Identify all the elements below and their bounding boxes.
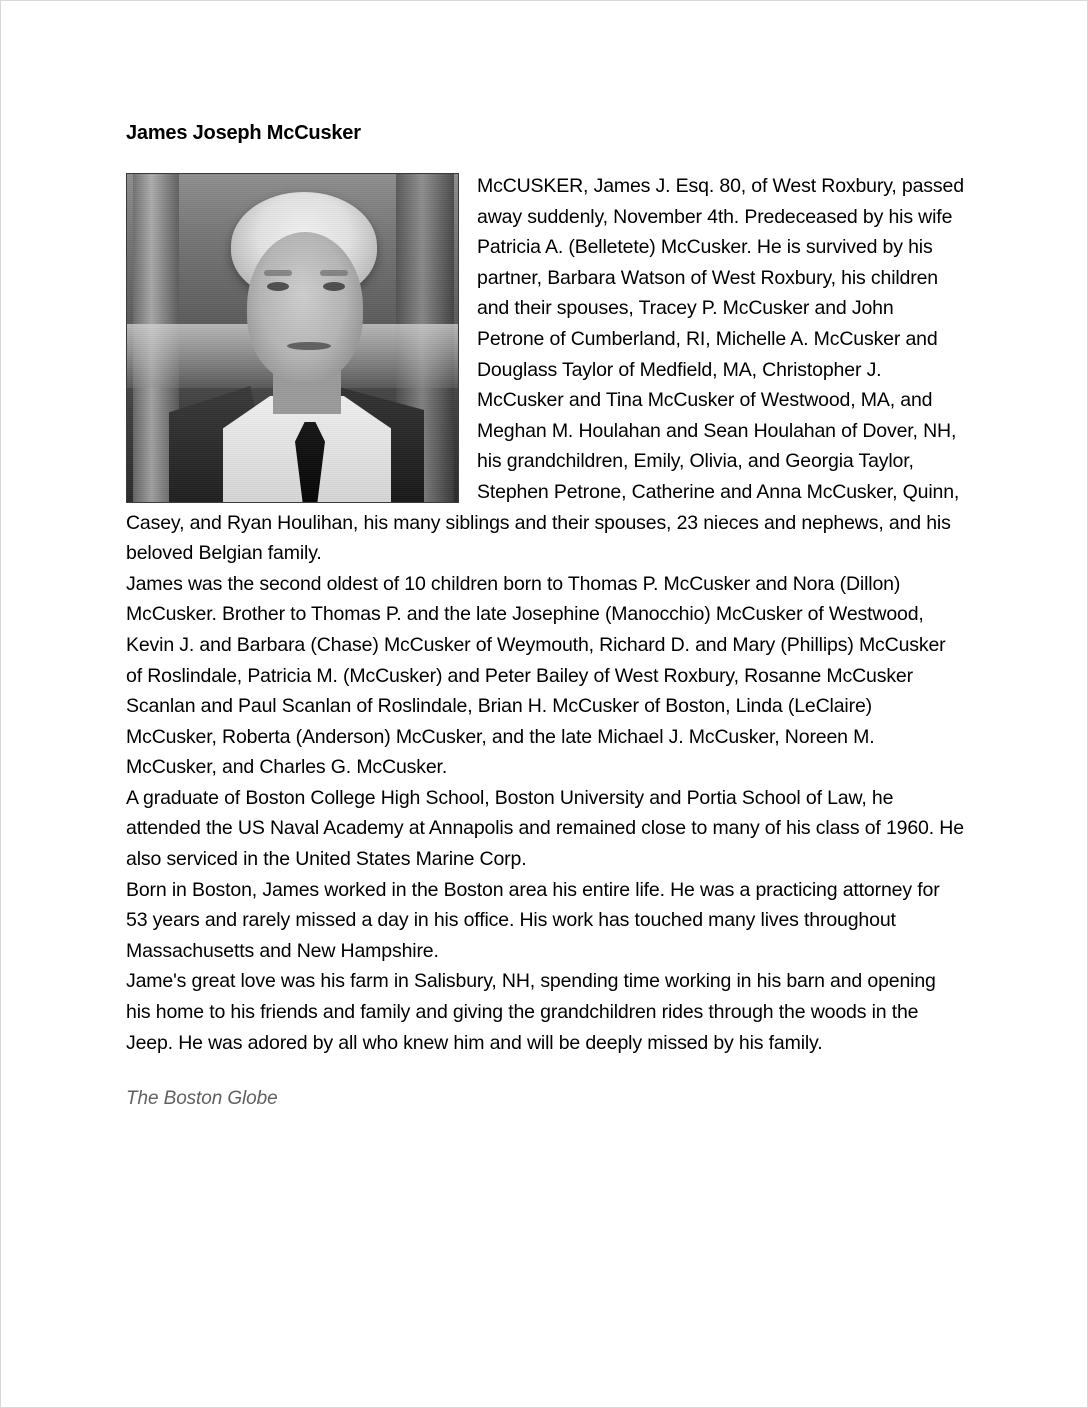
obituary-body (126, 171, 964, 1058)
obituary-paragraph: Born in Boston, James worked in the Boston area his entire life. He was a practicing attorney for 53 years and rarely missed a day in his office. His work has touched many lives throughout Massachusetts and New Hampshire. (126, 878, 940, 962)
obituary-paragraph: A graduate of Boston College High School, Boston University and Portia School of Law, he attended the US Naval Academy at Annapolis and remained close to many of his class of 1960. He also serviced in the United States Marine Corp. (126, 786, 964, 871)
obituary-paragraph: McCUSKER, James J. Esq. 80, of West Roxbury, passed away suddenly, November 4th. Predeceased by his wife Patricia A. (Belletete) McCusker. He is survived by his partner, Barbara Watson of West Roxbury, his children and their spouses, Tracey P. McCusker and John Petrone of Cumberland, RI, Michelle A. McCusker and Douglass Taylor of Medfield, MA, Christopher J. McCusker and Tina McCusker of Westwood, MA, and Meghan M. Houlahan and Sean Houlahan of Dover, NH, his grandchildren, Emily, Olivia, and Georgia Taylor, Stephen Petrone, Catherine and Anna McCusker, Quinn, Casey, and Ryan Houlihan, his many siblings and their spouses, 23 nieces and nephews, and his beloved Belgian family. (126, 175, 964, 565)
source-attribution: The Boston Globe (126, 1088, 278, 1110)
photo-face (247, 232, 363, 382)
obituary-paragraph: James was the second oldest of 10 children born to Thomas P. McCusker and Nora (Dillon) McCusker. Brother to Thomas P. and the late Josephine (Manocchio) McCusker of Westwood, Kevin J. and Barbara (Chase) McCusker of Weymouth, Richard D. and Mary (Phillips) McCusker of Roslindale, Patricia M. (McCusker) and Peter Bailey of West Roxbury, Rosanne McCusker Scanlan and Paul Scanlan of Roslindale, Brian H. McCusker of Boston, Linda (LeClaire) McCusker, Roberta (Anderson) McCusker, and the late Michael J. McCusker, Noreen M. McCusker, and Charles G. McCusker. (126, 572, 946, 779)
portrait-figure (126, 173, 459, 503)
obituary-paragraph: Jame's great love was his farm in Salisbury, NH, spending time working in his barn and opening his home to his friends and family and giving the grandchildren rides through the woods in the Jeep. He was adored by all who knew him and will be deeply missed by his family. (126, 970, 936, 1054)
photo-mouth (287, 342, 331, 350)
photo-brow-right (320, 270, 348, 276)
photo-eye-left (267, 282, 289, 291)
photo-brow-left (264, 270, 292, 276)
page-title: James Joseph McCusker (126, 122, 361, 144)
portrait-photo (126, 173, 459, 503)
document-content (126, 121, 964, 1110)
photo-eye-right (323, 282, 345, 291)
